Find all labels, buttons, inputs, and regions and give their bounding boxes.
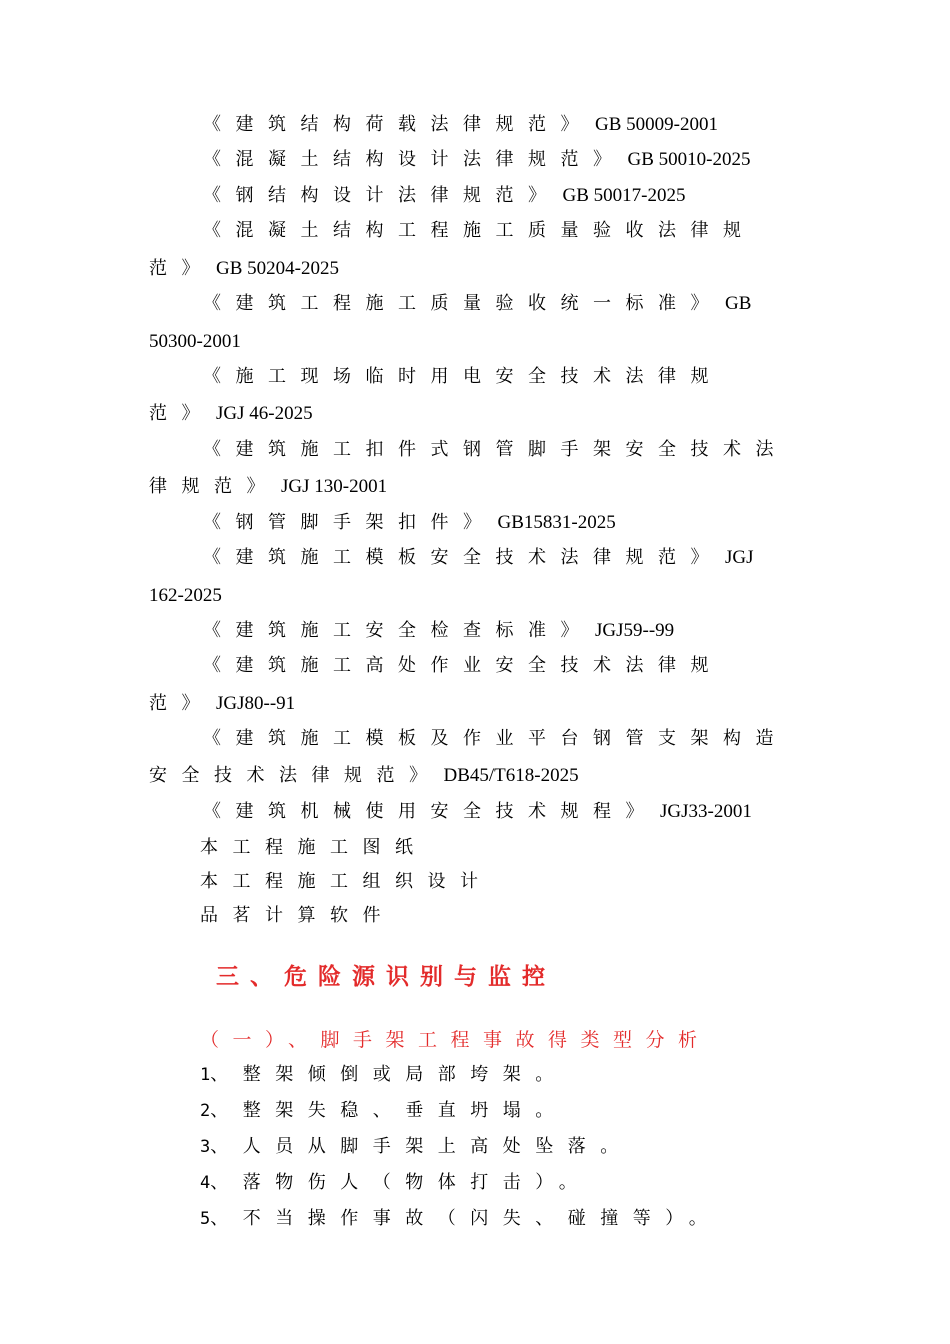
- reference-code: 162-2025: [149, 585, 222, 606]
- reference-item-continuation: [149, 764, 579, 788]
- reference-title: 《施工现场临时用电安全技术法律规: [203, 366, 723, 387]
- basis-item: 品茗计算软件: [200, 905, 395, 926]
- accident-type-item: [200, 1207, 721, 1231]
- reference-code: JGJ59--99: [595, 620, 675, 641]
- reference-code: JGJ: [725, 547, 754, 568]
- reference-item: [203, 292, 751, 316]
- reference-item-continuation: [149, 257, 339, 281]
- reference-code: GB 50009-2001: [595, 114, 718, 135]
- reference-item: [203, 727, 788, 751]
- reference-title: 《建筑机械使用安全技术规程》: [203, 801, 658, 822]
- reference-title-cont: 范》: [149, 403, 214, 424]
- reference-item: [203, 438, 788, 462]
- basis-item: 本工程施工组织设计: [200, 871, 493, 892]
- reference-title: 《钢结构设计法律规范》: [203, 185, 561, 206]
- reference-title: 《建筑工程施工质量验收统一标准》: [203, 293, 723, 314]
- reference-code: JGJ80--91: [216, 693, 296, 714]
- reference-item: [203, 546, 754, 570]
- accident-type-item: [200, 1099, 568, 1123]
- basis-item: 本工程施工图纸: [200, 837, 428, 858]
- reference-code: GB 50010-2025: [627, 149, 751, 170]
- reference-title: 《建筑结构荷载法律规范》: [203, 114, 593, 135]
- section-heading: 三、危险源识别与监控: [216, 963, 556, 990]
- reference-title: 《建筑施工扣件式钢管脚手架安全技术法: [203, 439, 788, 460]
- reference-code: JGJ 130-2001: [281, 476, 388, 497]
- reference-item: [203, 113, 718, 137]
- reference-title: 《建筑施工模板安全技术法律规范》: [203, 547, 723, 568]
- reference-code: GB15831-2025: [497, 512, 616, 533]
- reference-item: [203, 219, 756, 243]
- accident-type-item: [200, 1171, 591, 1195]
- reference-item: [203, 619, 674, 643]
- reference-code: GB: [725, 293, 752, 314]
- reference-item-continuation: [149, 584, 222, 608]
- list-number: 2: [200, 1101, 211, 1121]
- reference-title-cont: 安全技术法律规范》: [149, 765, 442, 786]
- reference-item: [203, 148, 750, 172]
- reference-item-continuation: [149, 330, 241, 354]
- list-number: 5: [200, 1209, 211, 1229]
- reference-code: GB 50017-2025: [562, 185, 686, 206]
- reference-code: GB 50204-2025: [216, 258, 339, 279]
- reference-item: [203, 800, 752, 824]
- list-text: 、落物伤人（物体打击）。: [210, 1172, 592, 1193]
- accident-type-item: [200, 1135, 633, 1159]
- reference-title: 《钢管脚手架扣件》: [203, 512, 496, 533]
- reference-title: 《建筑施工模板及作业平台钢管支架构造: [203, 728, 788, 749]
- list-text: 、人员从脚手架上高处坠落。: [210, 1136, 633, 1157]
- reference-title-cont: 范》: [149, 258, 214, 279]
- list-text: 、整架失稳、垂直坍塌。: [210, 1100, 568, 1121]
- list-text: 、不当操作事故（闪失、碰撞等）。: [210, 1208, 722, 1229]
- reference-title: 《建筑施工安全检查标准》: [203, 620, 593, 641]
- list-text: 、整架倾倒或局部垮架。: [210, 1064, 568, 1085]
- reference-code: 50300-2001: [149, 331, 241, 352]
- reference-item: [203, 184, 685, 208]
- reference-code: JGJ 46-2025: [216, 403, 313, 424]
- reference-item: [203, 365, 723, 389]
- accident-type-item: [200, 1063, 568, 1087]
- reference-item: [203, 654, 723, 678]
- reference-title-cont: 范》: [149, 693, 214, 714]
- list-number: 4: [200, 1173, 211, 1193]
- list-number: 1: [200, 1065, 211, 1085]
- reference-item-continuation: [149, 692, 295, 716]
- reference-item-continuation: [149, 402, 313, 426]
- list-number: 3: [200, 1137, 211, 1157]
- reference-title: 《混凝土结构工程施工质量验收法律规: [203, 220, 756, 241]
- reference-title-cont: 律规范》: [149, 476, 279, 497]
- reference-item: [203, 511, 616, 535]
- reference-code: JGJ33-2001: [660, 801, 752, 822]
- reference-title: 《混凝土结构设计法律规范》: [203, 149, 626, 170]
- reference-item-continuation: [149, 475, 387, 499]
- subsection-heading: （一）、脚手架工程事故得类型分析: [200, 1029, 711, 1051]
- reference-code: DB45/T618-2025: [443, 765, 579, 786]
- reference-title: 《建筑施工高处作业安全技术法律规: [203, 655, 723, 676]
